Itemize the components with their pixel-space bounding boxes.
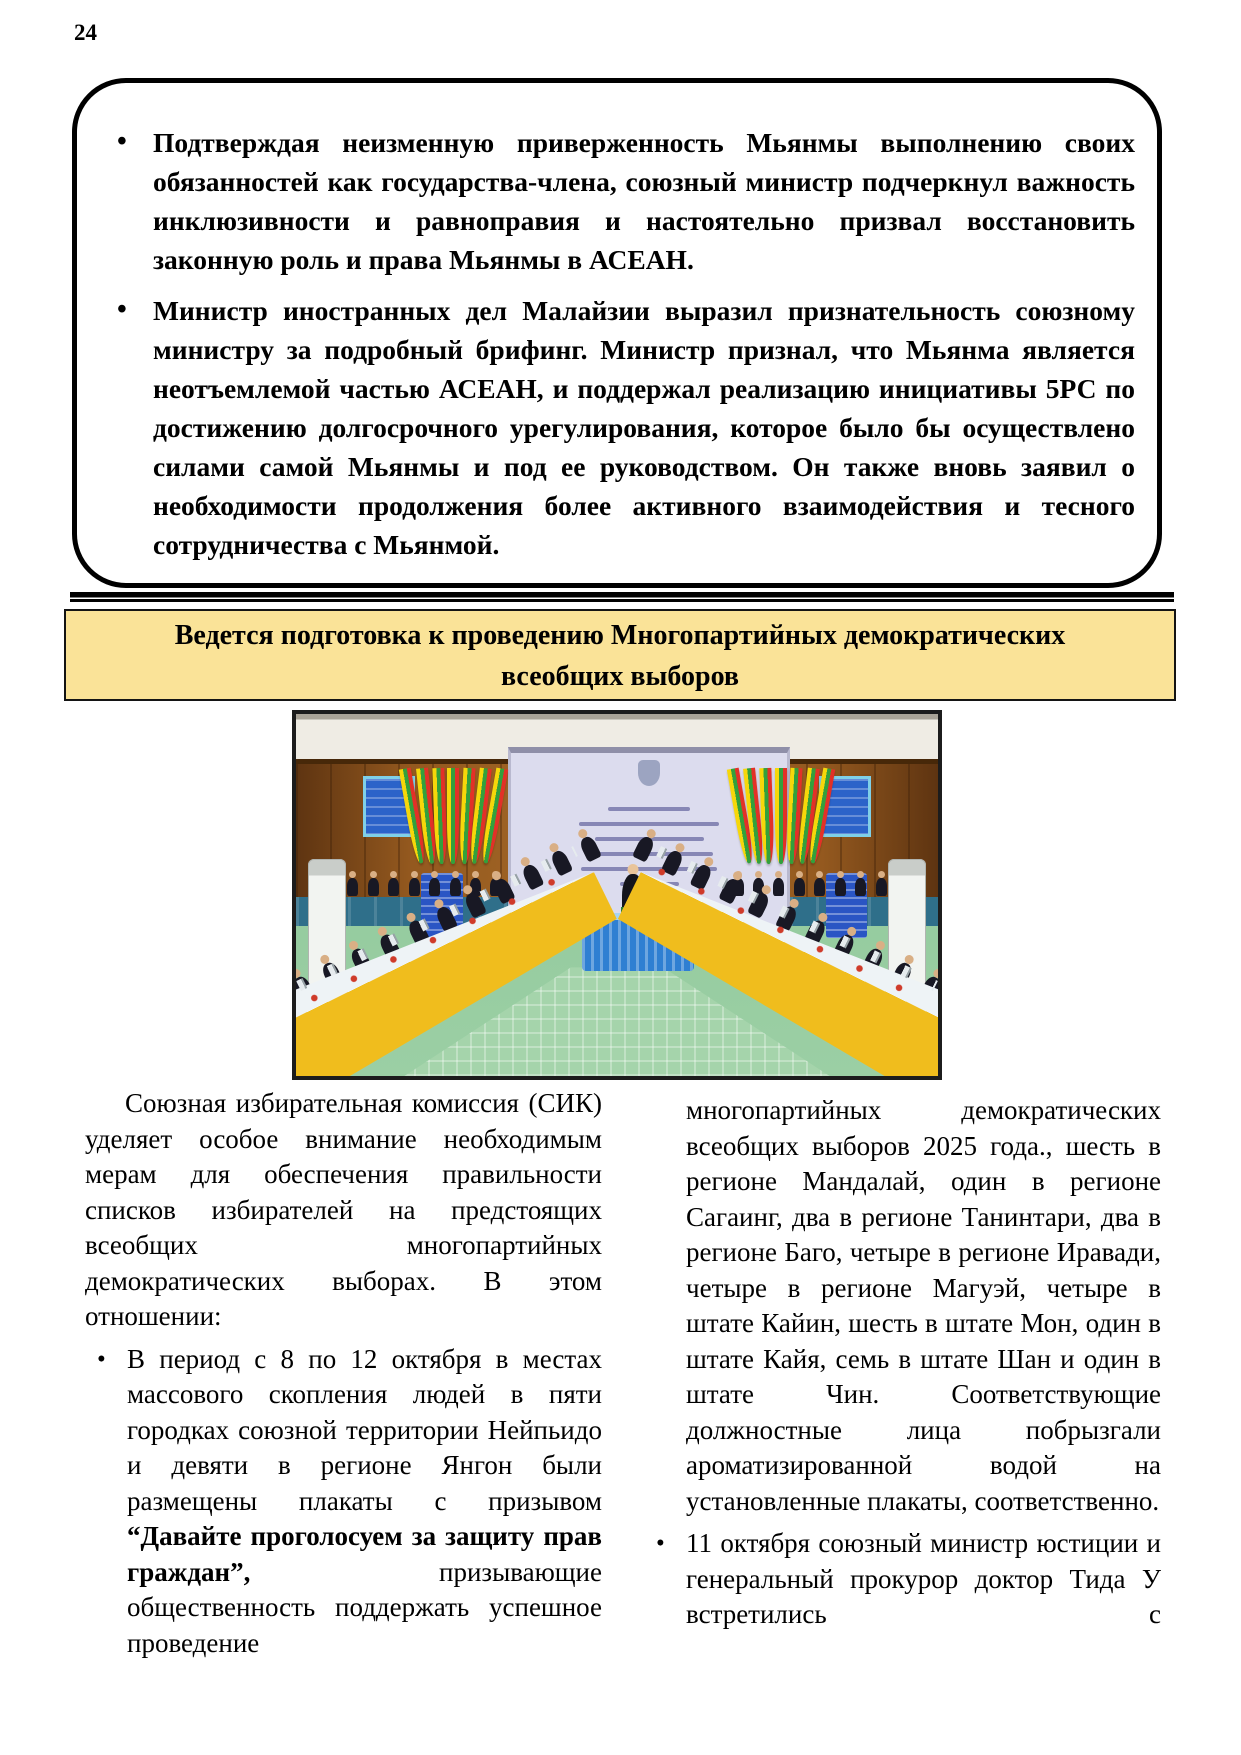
intro-paragraph: Союзная избирательная комиссия (СИК) уделяет особое внимание необходимым мерам для обеспечения правильности списков избирателей на предстоящих всеобщих многопартийных демократических выборах. В этом отношении: bbox=[85, 1088, 602, 1331]
section-divider-rule bbox=[70, 592, 1174, 602]
bullet-minister-meeting: • 11 октября союзный министр юстиции и генеральный прокурор доктор Тида У встретились с bbox=[686, 1526, 1161, 1633]
page-number: 24 bbox=[74, 20, 97, 45]
bullet-posters: • В период с 8 по 12 октября в местах массового скопления людей в пяти городках союзной территории Нейпьидо и девяти в регионе Янгон были размещены плакаты с призывом “Давайте проголосуем за защиту прав граждан”, призывающие общественность поддержать успешное проведение bbox=[127, 1342, 602, 1662]
summary-bullet: • Подтверждая неизменную приверженность Мьянмы выполнению своих обязанностей как государства-члена, союзный министр подчеркнул важность инклюзивности и равноправия и настоятельно призвал восстановить законную роль и права Мьянмы в АСЕАН. bbox=[153, 123, 1135, 279]
myanmar-flags-left bbox=[405, 761, 501, 880]
section-heading-line-2: всеобщих выборов bbox=[500, 661, 740, 692]
left-column bbox=[85, 1086, 602, 1668]
right-column-list bbox=[644, 1093, 1161, 1633]
conference-photo bbox=[292, 710, 942, 1080]
bullet-posters-continuation: многопартийных демократических всеобщих выборов 2025 года., шесть в регионе Мандалай, один в регионе Сагаинг, два в регионе Танинтари, два в регионе Баго, четыре в регионе Иравади, четыре в регионе Магуэй, четыре в штате Кайин, шесть в штате Мон, один в штате Кайя, семь в штате Шан и один в штате Чин. Соответствующие должностные лица побрызгали ароматизированной водой на установленные плакаты, соответственно. bbox=[686, 1095, 1161, 1516]
summary-bullet: • Министр иностранных дел Малайзии выразил признательность союзному министру за подробный брифинг. Министр признал, что Мьянма является неотъемлемой частью АСЕАН, и поддержал реализацию инициативы 5РС по достижению долгосрочного урегулирования, которое было бы осуществлено силами самой Мьянмы и под ее руководством. Он также вновь заявил о необходимости продолжения более активного взаимодействия и тесного сотрудничества с Мьянмой. bbox=[153, 291, 1135, 564]
poster-slogan: “Давайте проголосуем за защиту прав граждан”, bbox=[127, 1521, 602, 1587]
section-heading-line-1: Ведется подготовка к проведению Многопартийных демократических bbox=[174, 620, 1066, 651]
right-column bbox=[644, 1086, 1161, 1640]
myanmar-flags-right bbox=[733, 761, 829, 880]
state-emblem-icon bbox=[638, 760, 660, 786]
left-column-list bbox=[85, 1342, 602, 1662]
summary-bullet-list bbox=[113, 123, 1135, 564]
section-heading bbox=[64, 609, 1176, 701]
summary-box bbox=[72, 78, 1162, 588]
